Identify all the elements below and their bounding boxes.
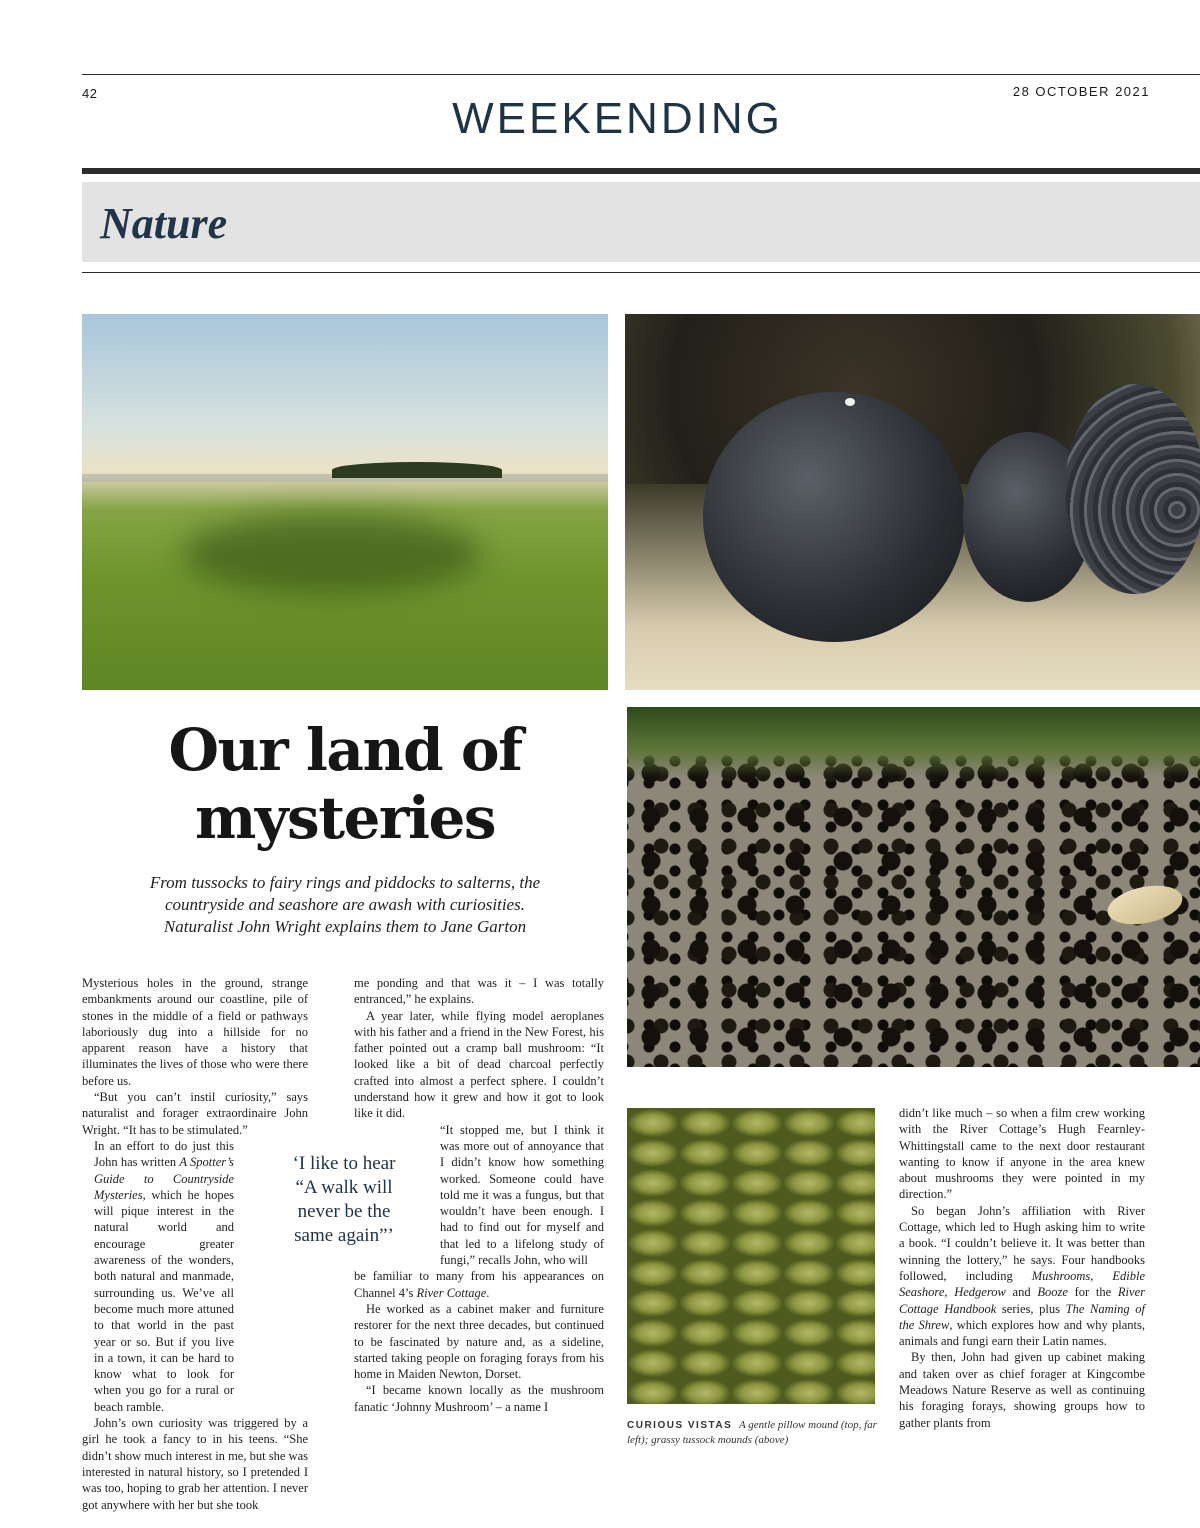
photo-piddock-holes bbox=[627, 707, 1200, 1067]
standfirst bbox=[112, 872, 578, 938]
book-titles: Mushrooms, Edible Seashore, Hedgerow bbox=[899, 1268, 1145, 1300]
standfirst-line-3: Naturalist John Wright explains them to Jane Garton bbox=[163, 917, 527, 936]
paragraph: A year later, while flying model aeroplanes with his father and a friend in the New Forest, his father pointed out a cramp ball mushroom: “It looked like a bit of dead charcoal perfectly crafted into almost a perfect sphere. I couldn’t understand how it grew and how it got to look like it did. bbox=[354, 1008, 604, 1121]
show-title: River Cottage bbox=[416, 1285, 487, 1300]
paragraph-text: series, plus bbox=[996, 1301, 1066, 1316]
paragraph: didn’t like much – so when a film crew working with the River Cottage’s Hugh Fearnley-Whittingstall came to the next door restaurant wanting to know if anyone in the area knew about mushrooms they were pointed in my direction.” bbox=[899, 1106, 1145, 1202]
paragraph-text: for the bbox=[1067, 1285, 1118, 1300]
series-title: River Cottage Handbook bbox=[899, 1285, 1145, 1316]
headline-line-1: Our land of bbox=[168, 716, 522, 784]
caption-label: CURIOUS VISTAS bbox=[627, 1420, 733, 1431]
paragraph-text: be familiar to many from his appearances on Channel 4’s bbox=[354, 1269, 604, 1300]
body-column-2 bbox=[354, 975, 604, 1415]
paragraph-text: . bbox=[486, 1285, 490, 1300]
body-column-3 bbox=[899, 1105, 1145, 1431]
paragraph: He worked as a cabinet maker and furniture restorer for the next three decades, but continued to be fascinated by nature and, as a sideline, started taking people on foraging forays from his home in Maiden Newton, Dorset. bbox=[354, 1301, 604, 1382]
paragraph-text: and bbox=[1005, 1285, 1038, 1300]
article-headline bbox=[82, 716, 608, 852]
standfirst-line-1: From tussocks to fairy rings and piddocks to salterns, the bbox=[149, 873, 541, 892]
top-rule bbox=[82, 74, 1200, 75]
section-title: Nature bbox=[100, 199, 228, 248]
body-column-1 bbox=[82, 975, 308, 1513]
book-title: The Naming of the Shrew bbox=[899, 1301, 1145, 1332]
paragraph-text: , which he hopes will pique interest in the natural world and encourage greater awareness of the wonders, both natural and manmade, surrounding us. We’ve all become much more attuned to that world in the past year or so. But if you live in a town, it can be hard to know what to look for when you go for a rural or beach ramble. bbox=[94, 1187, 234, 1414]
paragraph-text: , which explores how and why plants, animals and fungi earn their Latin names. bbox=[899, 1317, 1146, 1349]
book-title: Booze bbox=[1037, 1285, 1068, 1300]
paragraph: “I became known locally as the mushroom fanatic ‘Johnny Mushroom’ – a name I bbox=[354, 1383, 604, 1414]
paragraph-text: In an effort to do just this John has written bbox=[94, 1138, 234, 1170]
paragraph bbox=[82, 1138, 308, 1415]
paragraph bbox=[899, 1203, 1145, 1350]
book-title: A Spotter’s Guide to Countryside Mysteries bbox=[94, 1155, 234, 1202]
headline-line-2: mysteries bbox=[194, 784, 496, 852]
caption-text: A gentle pillow mound (top, far left); grassy tussock mounds (above) bbox=[627, 1419, 877, 1446]
photo-caption bbox=[627, 1418, 877, 1448]
photo-cramp-ball-fungus bbox=[625, 314, 1200, 690]
section-band bbox=[82, 182, 1200, 262]
paragraph: “But you can’t instil curiosity,” says naturalist and forager extraordinaire John Wright. “It has to be stimulated.” bbox=[82, 1090, 308, 1137]
paragraph: me ponding and that was it – I was totally entranced,” he explains. bbox=[354, 976, 604, 1007]
photo-pillow-mound bbox=[82, 314, 608, 690]
issue-date: 28 OCTOBER 2021 bbox=[1012, 84, 1150, 99]
masthead-rule bbox=[82, 168, 1200, 174]
paragraph-text: So began John’s affiliation with River Cottage, which led to Hugh asking him to write a book. “I couldn’t believe it. It was better than winning the lottery,” he says. Four handbooks followed, including bbox=[899, 1203, 1145, 1283]
paragraph: Mysterious holes in the ground, strange embankments around our coastline, pile of stones in the middle of a field or pathways laboriously dug into a hillside for no apparent reason have a history that illuminates the lives of those who were there before us. bbox=[82, 976, 308, 1088]
masthead: WEEKENDING bbox=[452, 94, 783, 143]
paragraph bbox=[354, 1268, 604, 1301]
paragraph-text: “It stopped me, but I think it was more out of annoyance that I didn’t know how something worked. Someone could have told me it was a fungus, but that wouldn’t have been enough. I had to find out for myself and that led to a lifelong study of fungi,” recalls John, who will bbox=[440, 1122, 604, 1268]
photo-tussock-mounds bbox=[627, 1108, 875, 1404]
paragraph bbox=[354, 1122, 604, 1269]
pull-quote: ‘I like to hear “A walk will never be the same again”’ bbox=[292, 1153, 396, 1246]
standfirst-line-2: countryside and seashore are awash with curiosities. bbox=[165, 895, 525, 914]
section-rule bbox=[82, 272, 1200, 273]
page-number: 42 bbox=[82, 86, 98, 101]
paragraph: John’s own curiosity was triggered by a girl he took a fancy to in his teens. “She didn’t show much interest in me, but she was interested in natural history, so I pretended I was too, hoping to grab her attention. I never got anywhere with her but she took bbox=[82, 1416, 308, 1512]
paragraph: By then, John had given up cabinet making and taken over as chief forager at Kingcombe Meadows Nature Reserve as well as continuing his foraging forays, showing groups how to gather plants from bbox=[899, 1350, 1145, 1430]
